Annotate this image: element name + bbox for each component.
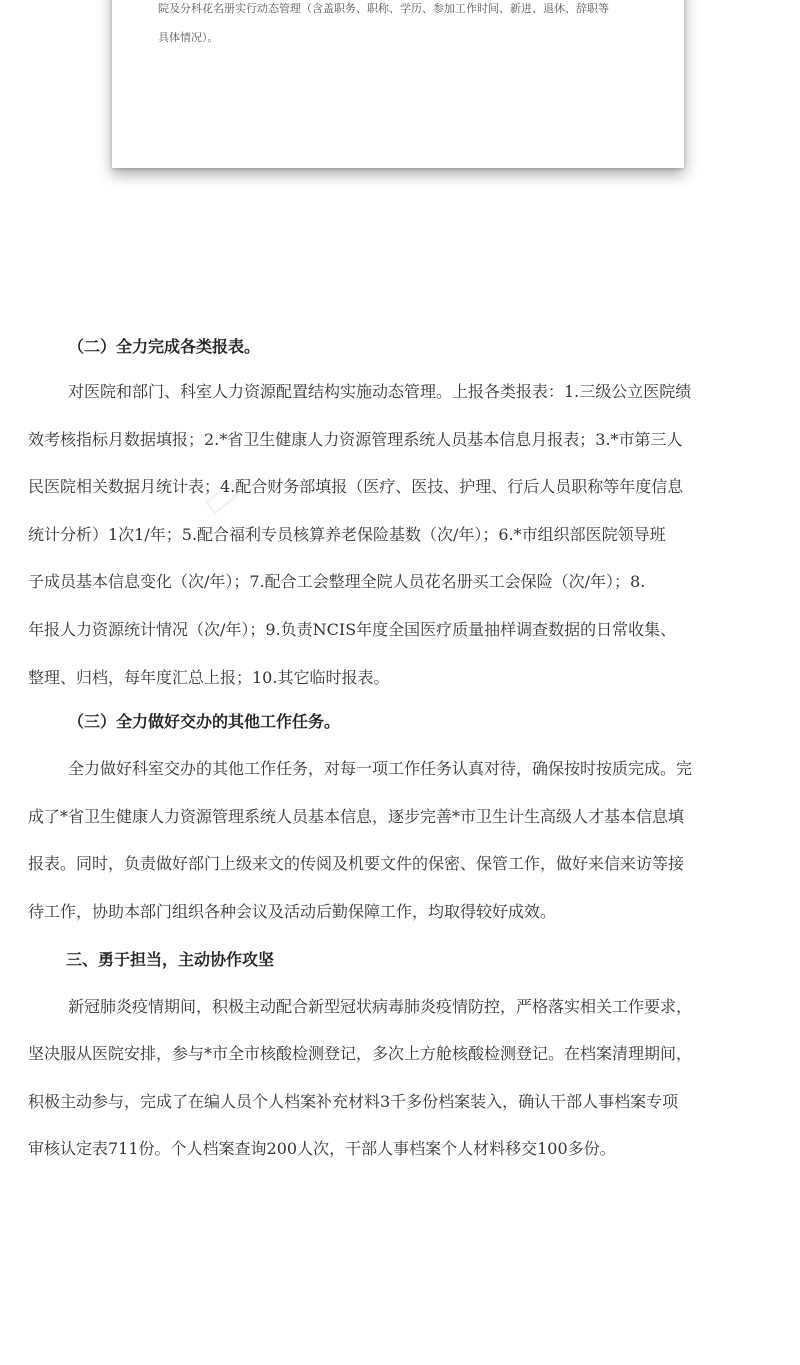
paragraph-line: 新冠肺炎疫情期间，积极主动配合新型冠状病毒肺炎疫情防控，严格落实相关工作要求， (68, 996, 693, 1016)
paragraph-line: 报表。同时，负责做好部门上级来文的传阅及机要文件的保密、保管工作，做好来信来访等接 (28, 854, 685, 874)
paragraph-line: 子成员基本信息变化（次/年）；7.配合工会整理全院人员花名册买工会保险（次/年）；8. (28, 572, 646, 592)
paragraph-line: 待工作，协助本部门组织各种会议及活动后勤保障工作，均取得较好成效。 (28, 901, 557, 921)
preview-text (158, 0, 658, 52)
section-heading-reports: （二）全力完成各类报表。 (68, 337, 261, 356)
document-page-preview (112, 0, 684, 168)
section-paragraph-other-tasks (28, 745, 776, 935)
section-paragraph-reports (28, 368, 776, 701)
paragraph-line: 对医院和部门、科室人力资源配置结构实施动态管理。上报各类报表：1.三级公立医院绩 (68, 382, 692, 401)
section-paragraph-responsibility (28, 983, 776, 1173)
paragraph-line: 成了*省卫生健康人力资源管理系统人员基本信息，逐步完善*市卫生计生高级人才基本信息填 (28, 806, 685, 826)
preview-line: 具体情况）。 (158, 31, 219, 44)
preview-line: 院及分科花名册实行动态管理（含盖职务、职称、学历、参加工作时间、新进、退休、辞职等 (158, 2, 609, 15)
paragraph-line: 坚决服从医院安排，参与*市全市核酸检测登记，多次上方舱核酸检测登记。在档案清理期间， (28, 1044, 693, 1064)
paragraph-line: 全力做好科室交办的其他工作任务，对每一项工作任务认真对待，确保按时按质完成。完 (68, 759, 693, 779)
paragraph-line: 效考核指标月数据填报；2.*省卫生健康人力资源管理系统人员基本信息月报表；3.*市第三人 (28, 429, 683, 449)
document-body (28, 336, 776, 1173)
paragraph-line: 审核认定表711份。个人档案查询200人次，干部人事档案个人材料移交100多份。 (28, 1139, 616, 1159)
watermark: ▭ (188, 462, 254, 529)
paragraph-line: 民医院相关数据月统计表；4.配合财务部填报（医疗、医技、护理、行后人员职称等年度信息 (28, 477, 684, 497)
paragraph-line: 积极主动参与，完成了在编人员个人档案补充材料3千多份档案装入，确认干部人事档案专项 (28, 1091, 679, 1111)
section-heading-other-tasks: （三）全力做好交办的其他工作任务。 (68, 712, 341, 732)
paragraph-line: 年报人力资源统计情况（次/年）；9.负责NCIS年度全国医疗质量抽样调查数据的日常收集、 (28, 619, 677, 639)
section-heading-responsibility: 三、勇于担当，主动协作攻坚 (66, 949, 275, 969)
paragraph-line: 整理、归档，每年度汇总上报；10.其它临时报表。 (28, 667, 390, 687)
paragraph-line: 统计分析）1次1/年；5.配合福利专员核算养老保险基数（次/年）；6.*市组织部医院领导班 (28, 524, 666, 544)
